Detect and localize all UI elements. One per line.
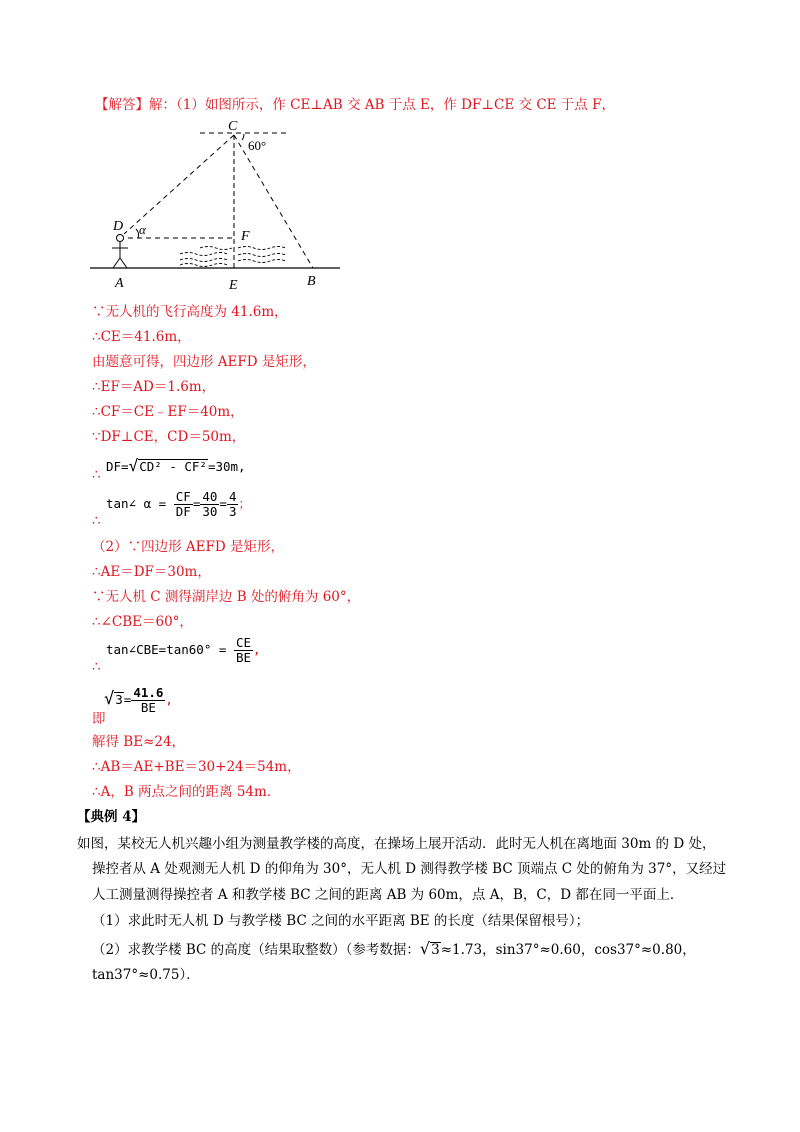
df-label: DF= (106, 459, 129, 474)
ji-num: 41.6 (133, 685, 164, 700)
part2-line: ∵无人机 C 测得湖岸边 B 处的俯角为 60°， (92, 589, 361, 605)
final-line: ∴AB＝AE+BE＝30+24＝54m， (92, 759, 301, 775)
label-B: B (307, 274, 316, 289)
example-question-1: （1）求此时无人机 D 与教学楼 BC 之间的水平距离 BE 的长度（结果保留根号）； (92, 913, 590, 929)
ji-end: , (165, 692, 173, 707)
final-line: 解得 BE≈24， (92, 734, 186, 750)
tan60-num: CE (235, 635, 252, 650)
label-alpha: α (139, 222, 146, 237)
q2-text-b: ≈1.73，sin37°≈0.60，cos37°≈0.80， (440, 942, 696, 958)
label-A: A (115, 276, 124, 291)
label-F: F (241, 229, 250, 244)
tan-f2-num: 40 (202, 489, 218, 504)
tan-prefix: ∴ (92, 513, 101, 529)
tan60-den: BE (235, 650, 252, 665)
ji-prefix: 即 (92, 711, 106, 727)
tan-f3-den: 3 (228, 504, 237, 519)
solution-line: 由题意可得，四边形 AEFD 是矩形， (92, 354, 316, 370)
tan60-end: , (253, 642, 261, 657)
tan60-left: tan∠CBE=tan60° = (106, 642, 227, 657)
solution-line: ∴EF＝AD＝1.6m， (92, 379, 216, 395)
df-radicand: CD² - CF² (139, 459, 207, 474)
ji-eq: = (123, 692, 132, 707)
tan-end: ； (238, 496, 251, 511)
tan-f2-den: 30 (202, 504, 218, 519)
solution-line: ∴CF＝CE﹣EF＝40m， (92, 404, 244, 420)
part2-line: ∴∠CBE＝60°， (92, 614, 193, 630)
solution-line: ∵DF⊥CE，CD＝50m， (92, 429, 246, 445)
solution-line: ∴CE＝41.6m， (92, 329, 191, 345)
example-para-line: 人工测量测得操控者 A 和教学楼 BC 之间的距离 AB 为 60m，点 A，B，C，D 都在同一平面上． (92, 887, 684, 903)
tan-f3-num: 4 (228, 489, 237, 504)
tan-left: tan∠ α = (106, 496, 167, 511)
tan-f1-num: CF (175, 489, 191, 504)
final-line: ∴A，B 两点之间的距离 54m． (92, 784, 281, 800)
ji-den: BE (140, 700, 156, 715)
figure-svg (88, 118, 348, 293)
geometry-figure (88, 118, 348, 297)
example-title: 【典例 4】 (77, 809, 146, 825)
tan-alpha-formula: tan∠ α = $\frac{CF}{DF}$ = $\frac{40}{30}$ = $\frac{4}{3}$ ； (106, 489, 251, 519)
example-para-line: 操控者从 A 处观测无人机 D 的仰角为 30°，无人机 D 测得教学楼 BC 顶端点 C 处的俯角为 37°，又经过 (92, 861, 727, 877)
example-question-2-cont: tan37°≈0.75）． (92, 967, 200, 983)
df-prefix: ∴ (92, 467, 101, 483)
ji-formula: √3= $\frac{41.6}{BE}$ , (104, 685, 173, 715)
df-formula: DF=√CD² - CF²=30m, (106, 456, 246, 475)
label-angle-60: 60° (248, 138, 267, 153)
ji-sqrt: 3 (115, 692, 123, 707)
label-E: E (229, 278, 238, 293)
example-para-line: 如图，某校无人机兴趣小组为测量教学楼的高度，在操场上展开活动．此时无人机在离地面 30m 的 D 处， (77, 836, 716, 852)
part2-line: （2）∵四边形 AEFD 是矩形， (92, 539, 284, 555)
part2-line: ∴AE＝DF＝30m， (92, 564, 211, 580)
df-result: =30m, (207, 459, 246, 474)
tan-f1-den: DF (175, 504, 191, 519)
q2-text-a: （2）求教学楼 BC 的高度（结果取整数）（参考数据： (92, 942, 420, 958)
solution-header: 【解答】解：（1）如图所示，作 CE⊥AB 交 AB 于点 E，作 DF⊥CE 交 CE 于点 F， (95, 97, 615, 113)
label-C: C (228, 119, 238, 134)
example-question-2: （2）求教学楼 BC 的高度（结果取整数）（参考数据：√3≈1.73，sin37°≈0.60，cos37°≈0.80， (92, 939, 696, 958)
label-D: D (113, 219, 124, 234)
solution-line: ∵无人机的飞行高度为 41.6m， (92, 304, 288, 320)
tan60-formula (106, 636, 261, 665)
tan60-prefix: ∴ (92, 659, 101, 675)
q2-sqrt: 3 (431, 942, 440, 958)
